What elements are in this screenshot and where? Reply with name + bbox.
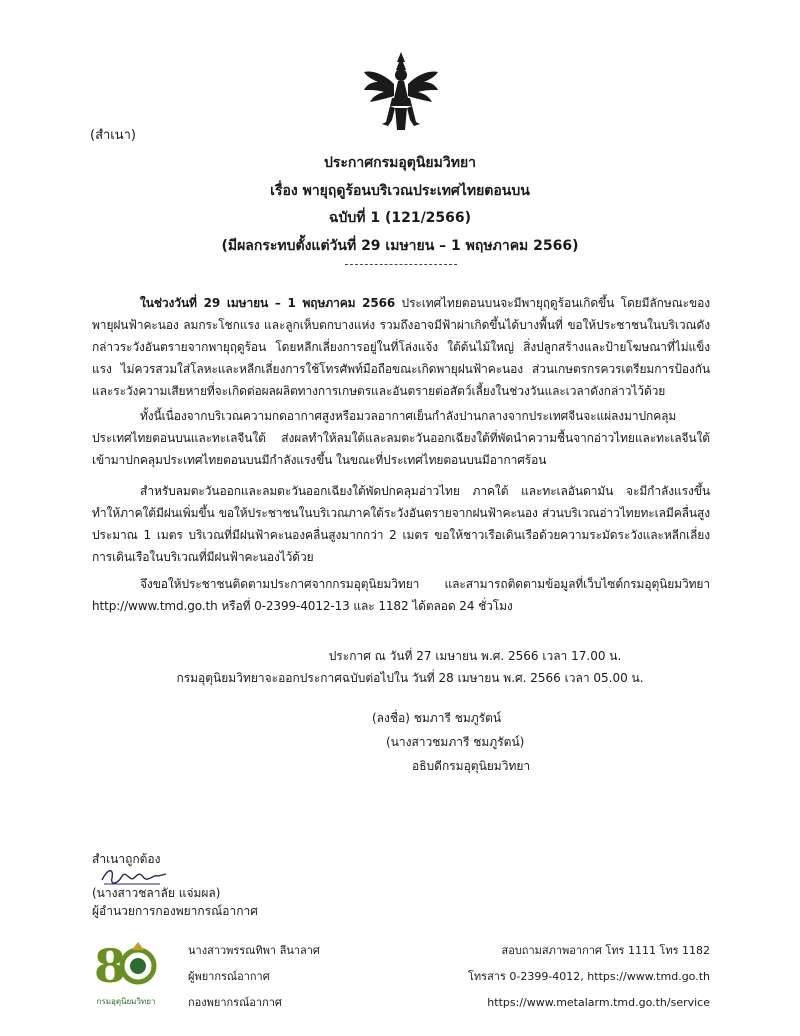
signer-full-name: (นางสาวชมภารี ชมภูรัตน์): [386, 735, 525, 749]
garuda-emblem-icon: [362, 50, 440, 132]
announcement-effective-period: (มีผลกระทบตั้งแต่วันที่ 29 เมษายน – 1 พฤษภาคม 2566): [221, 238, 579, 254]
certify-position: ผู้อำนวยการกองพยากรณ์อากาศ: [92, 904, 258, 918]
signer-block: [372, 706, 530, 778]
body-paragraph-2: ทั้งนี้เนื่องจากบริเวณความกดอากาศสูงหรือมวลอากาศเย็นกำลังปานกลางจากประเทศจีนจะแผ่ลงมาปกคลุมประเทศไทยตอนบนและทะเลจีนใต้ ส่งผลทำให้ลมใต้และลมตะวันออกเฉียงใต้ที่พัดนำความชื้นจากอ่าวไทยและทะเลจีนใต้เข้ามาปกคลุมประเทศไทยตอนบนมีกำลังแรงขึ้น ในขณะที่ประเทศไทยตอนบนมีอากาศร้อน: [92, 409, 710, 467]
body-paragraph-3: สำหรับลมตะวันออกและลมตะวันออกเฉียงใต้พัดปกคลุมอ่าวไทย ภาคใต้ และทะเลอันดามัน จะมีกำลังแรงขึ้น ทำให้ภาคใต้มีฝนเพิ่มขึ้น ขอให้ประชาชนในบริเวณภาคใต้ระวังอันตรายจากฝนฟ้าคะนอง ส่วนบริเวณอ่าวไทยทะเลมีคลื่นสูงประมาณ 1 เมตร บริเวณที่มีฝนฟ้าคะนองคลื่นสูงมากกว่า 2 เมตร ขอให้ชาวเรือเดินเรือด้วยความระมัดระวังและหลีกเลี่ยงการเดินเรือในบริเวณที่มีฝนฟ้าคะนองไว้ด้วย: [92, 484, 710, 564]
announcement-issue-number: ฉบับที่ 1 (121/2566): [328, 210, 472, 226]
body-paragraph-1-text: ประเทศไทยตอนบนจะมีพายุฤดูร้อนเกิดขึ้น โดยมีลักษณะของพายุฝนฟ้าคะนอง ลมกระโชกแรง และลูกเห็บตกบางแห่ง รวมถึงอาจมีฟ้าผ่าเกิดขึ้นได้บางพื้นที่ ขอให้ประชาชนในบริเวณดังกล่าวระวังอันตรายจากพายุฤดูร้อน โดยหลีกเลี่ยงการอยู่ในที่โล่งแจ้ง ใต้ต้นไม้ใหญ่ สิ่งปลูกสร้างและป้ายโฆษณาที่ไม่แข็งแรง ไม่ควรสวมใส่โลหะและหลีกเลี่ยงการใช้โทรศัพท์มือถือขณะเกิดพายุฝนฟ้าคะนอง ส่วนเกษตรกรควรเตรียมการป้องกันและระวังความเสียหายที่จะเกิดต่อผลผลิตทางการเกษตรและอันตรายต่อสัตว์เลี้ยงในช่วงวันและเวลาดังกล่าวไว้ด้วย: [92, 296, 710, 398]
logo-text: กรมอุตุนิยมวิทยา: [96, 997, 156, 1006]
issued-block: [0, 645, 800, 689]
announcement-subject: เรื่อง พายุฤดูร้อนบริเวณประเทศไทยตอนบน: [270, 183, 530, 199]
signer-signed: (ลงชื่อ) ชมภารี ชมภูรัตน์: [372, 711, 502, 725]
body-paragraph-1-date: ในช่วงวันที่ 29 เมษายน – 1 พฤษภาคม 2566: [140, 296, 396, 310]
svg-text:8: 8: [94, 939, 127, 993]
signer-position: อธิบดีกรมอุตุนิยมวิทยา: [412, 759, 531, 773]
announcement-title: ประกาศกรมอุตุนิยมวิทยา: [323, 155, 477, 171]
forecaster-name: นางสาวพรรณทิพา ลีนาลาศ: [188, 944, 320, 957]
title-separator: [345, 264, 457, 265]
body-paragraph-4: จึงขอให้ประชาชนติดตามประกาศจากกรมอุตุนิยมวิทยา และสามารถติดตามข้อมูลที่เว็บไซต์กรมอุตุนิยมวิทยา http://www.tmd.go.th หรือที่ 0-2399-4012-13 และ 1182 ได้ตลอด 24 ชั่วโมง: [92, 577, 710, 613]
certify-label: สำเนาถูกต้อง: [92, 852, 161, 866]
handwritten-signature-icon: [100, 866, 170, 888]
forecaster-title: ผู้พยากรณ์อากาศ: [188, 970, 270, 983]
footer-forecaster: [188, 938, 320, 1016]
contact-service-link[interactable]: https://www.metalarm.tmd.go.th/service: [487, 996, 710, 1009]
next-issue-date: กรมอุตุนิยมวิทยาจะออกประกาศฉบับต่อไปใน วันที่ 28 เมษายน พ.ศ. 2566 เวลา 05.00 น.: [176, 671, 644, 685]
contact-fax-website[interactable]: โทรสาร 0-2399-4012, https://www.tmd.go.th: [468, 970, 710, 983]
contact-phone: สอบถามสภาพอากาศ โทร 1111 โทร 1182: [501, 944, 710, 957]
body-paragraph-1: [92, 292, 710, 402]
certify-name: (นางสาวชลาลัย แจ่มผล): [92, 886, 221, 900]
copy-mark: (สำเนา): [90, 128, 137, 143]
footer-contact: [468, 938, 710, 1016]
tmd-80th-anniversary-logo-icon: [92, 938, 160, 1010]
forecaster-division: กองพยากรณ์อากาศ: [188, 996, 282, 1009]
issued-date: ประกาศ ณ วันที่ 27 เมษายน พ.ศ. 2566 เวลา 17.00 น.: [328, 649, 622, 663]
